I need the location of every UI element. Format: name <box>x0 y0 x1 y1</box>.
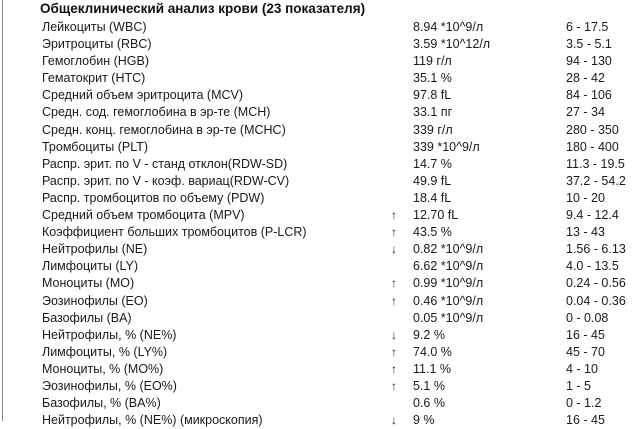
reference-range: 13 - 43 <box>566 225 605 240</box>
reference-range: 16 - 45 <box>566 413 605 428</box>
test-name: Распр. эрит. по V - коэф. вариац(RDW-CV) <box>42 173 290 188</box>
reference-range: 27 - 34 <box>566 105 605 120</box>
test-name: Тромбоциты (PLT) <box>42 139 149 154</box>
table-row <box>0 327 640 344</box>
table-row <box>0 224 640 241</box>
table-row <box>0 190 640 207</box>
table-row <box>0 293 640 310</box>
test-name: Средн. конц. гемоглобина в эр-те (MCHC) <box>42 122 286 137</box>
test-value: 5.1 % <box>413 378 445 393</box>
table-row <box>0 275 640 292</box>
reference-range: 84 - 106 <box>566 88 612 103</box>
test-value: 14.7 % <box>413 156 452 171</box>
table-row <box>0 344 640 361</box>
test-name: Лейкоциты (WBC) <box>42 20 147 34</box>
table-row <box>0 378 640 395</box>
reference-range: 16 - 45 <box>566 327 605 342</box>
table-row <box>0 258 640 275</box>
reference-range: 94 - 130 <box>566 54 612 69</box>
test-name: Нейтрофилы, % (NE%) (микроскопия) <box>42 413 263 428</box>
test-value: 97.8 fL <box>413 88 452 103</box>
test-name: Средний объем эритроцита (MCV) <box>42 88 244 103</box>
results-table <box>0 19 640 429</box>
reference-range: 180 - 400 <box>566 139 619 154</box>
table-row <box>0 156 640 173</box>
table-row <box>0 53 640 70</box>
abnormal-flag-icon: ↑ <box>391 208 397 223</box>
abnormal-flag-icon: ↓ <box>391 413 397 428</box>
reference-range: 4 - 10 <box>566 361 598 376</box>
reference-range: 0.04 - 0.36 <box>566 293 626 308</box>
test-value: 339 *10^9/л <box>413 139 480 154</box>
test-value: 33.1 пг <box>413 105 453 120</box>
test-value: 12.70 fL <box>413 208 459 223</box>
table-row <box>0 412 640 429</box>
test-value: 8.94 *10^9/л <box>413 20 484 34</box>
test-name: Базофилы, % (BA%) <box>42 396 161 411</box>
table-row <box>0 139 640 156</box>
table-row <box>0 36 640 53</box>
test-value: 0.46 *10^9/л <box>413 293 484 308</box>
test-name: Средний объем тромбоцита (MPV) <box>42 208 245 223</box>
reference-range: 11.3 - 19.5 <box>566 156 625 171</box>
table-row <box>0 70 640 87</box>
test-value: 0.05 *10^9/л <box>413 310 484 325</box>
test-value: 74.0 % <box>413 344 452 359</box>
table-row <box>0 87 640 104</box>
report-title: Общеклинический анализ крови (23 показателя) <box>40 1 366 16</box>
abnormal-flag-icon: ↑ <box>391 344 397 359</box>
table-row <box>0 207 640 224</box>
test-name: Эозинофилы, % (EO%) <box>42 378 177 393</box>
test-value: 43.5 % <box>413 225 452 240</box>
test-name: Лимфоциты (LY) <box>42 259 139 274</box>
test-name: Гемоглобин (HGB) <box>42 54 150 69</box>
reference-range: 3.5 - 5.1 <box>566 37 612 52</box>
test-name: Эритроциты (RBC) <box>42 37 152 52</box>
reference-range: 9.4 - 12.4 <box>566 208 619 223</box>
abnormal-flag-icon: ↑ <box>391 225 397 240</box>
test-value: 9 % <box>413 413 435 428</box>
table-row <box>0 173 640 190</box>
test-value: 49.9 fL <box>413 173 452 188</box>
test-value: 0.6 % <box>413 396 445 411</box>
reference-range: 0 - 0.08 <box>566 310 609 325</box>
test-value: 119 г/л <box>413 54 452 69</box>
test-value: 9.2 % <box>413 327 445 342</box>
reference-range: 0 - 1.2 <box>566 396 602 411</box>
abnormal-flag-icon: ↑ <box>391 293 397 308</box>
reference-range: 10 - 20 <box>566 190 605 205</box>
test-name: Распр. тромбоцитов по объему (PDW) <box>42 190 265 205</box>
test-name: Коэффициент больших тромбоцитов (P-LCR) <box>42 225 307 240</box>
test-name: Лимфоциты, % (LY%) <box>42 344 168 359</box>
abnormal-flag-icon: ↓ <box>391 242 397 257</box>
abnormal-flag-icon: ↑ <box>391 361 397 376</box>
abnormal-flag-icon: ↑ <box>391 276 397 291</box>
test-name: Базофилы (BA) <box>42 310 132 325</box>
test-value: 0.99 *10^9/л <box>413 276 484 291</box>
abnormal-flag-icon: ↓ <box>391 327 397 342</box>
test-value: 0.82 *10^9/л <box>413 242 484 257</box>
reference-range: 1.56 - 6.13 <box>566 242 626 257</box>
test-name: Эозинофилы (EO) <box>42 293 148 308</box>
test-name: Распр. эрит. по V - станд отклон(RDW-SD) <box>42 156 288 171</box>
test-value: 18.4 fL <box>413 190 452 205</box>
table-row <box>0 310 640 327</box>
reference-range: 45 - 70 <box>566 344 605 359</box>
test-name: Гематокрит (HTC) <box>42 71 146 86</box>
test-name: Моноциты, % (MO%) <box>42 361 164 376</box>
reference-range: 0.24 - 0.56 <box>566 276 626 291</box>
table-row <box>0 241 640 258</box>
reference-range: 37.2 - 54.2 <box>566 173 626 188</box>
table-row <box>0 395 640 412</box>
test-value: 339 г/л <box>413 122 453 137</box>
reference-range: 6 - 17.5 <box>566 20 609 34</box>
table-row <box>0 122 640 139</box>
reference-range: 28 - 42 <box>566 71 605 86</box>
abnormal-flag-icon: ↑ <box>391 378 397 393</box>
reference-range: 4.0 - 13.5 <box>566 259 619 274</box>
test-value: 6.62 *10^9/л <box>413 259 484 274</box>
test-name: Моноциты (MO) <box>42 276 135 291</box>
test-value: 11.1 % <box>413 361 451 376</box>
test-value: 3.59 *10^12/л <box>413 37 491 52</box>
test-name: Средн. сод. гемоглобина в эр-те (MCH) <box>42 105 271 120</box>
table-row <box>0 361 640 378</box>
table-row <box>0 19 640 36</box>
test-value: 35.1 % <box>413 71 452 86</box>
test-name: Нейтрофилы (NE) <box>42 242 148 257</box>
table-row <box>0 104 640 121</box>
reference-range: 280 - 350 <box>566 122 619 137</box>
test-name: Нейтрофилы, % (NE%) <box>42 327 177 342</box>
reference-range: 1 - 5 <box>566 378 592 393</box>
